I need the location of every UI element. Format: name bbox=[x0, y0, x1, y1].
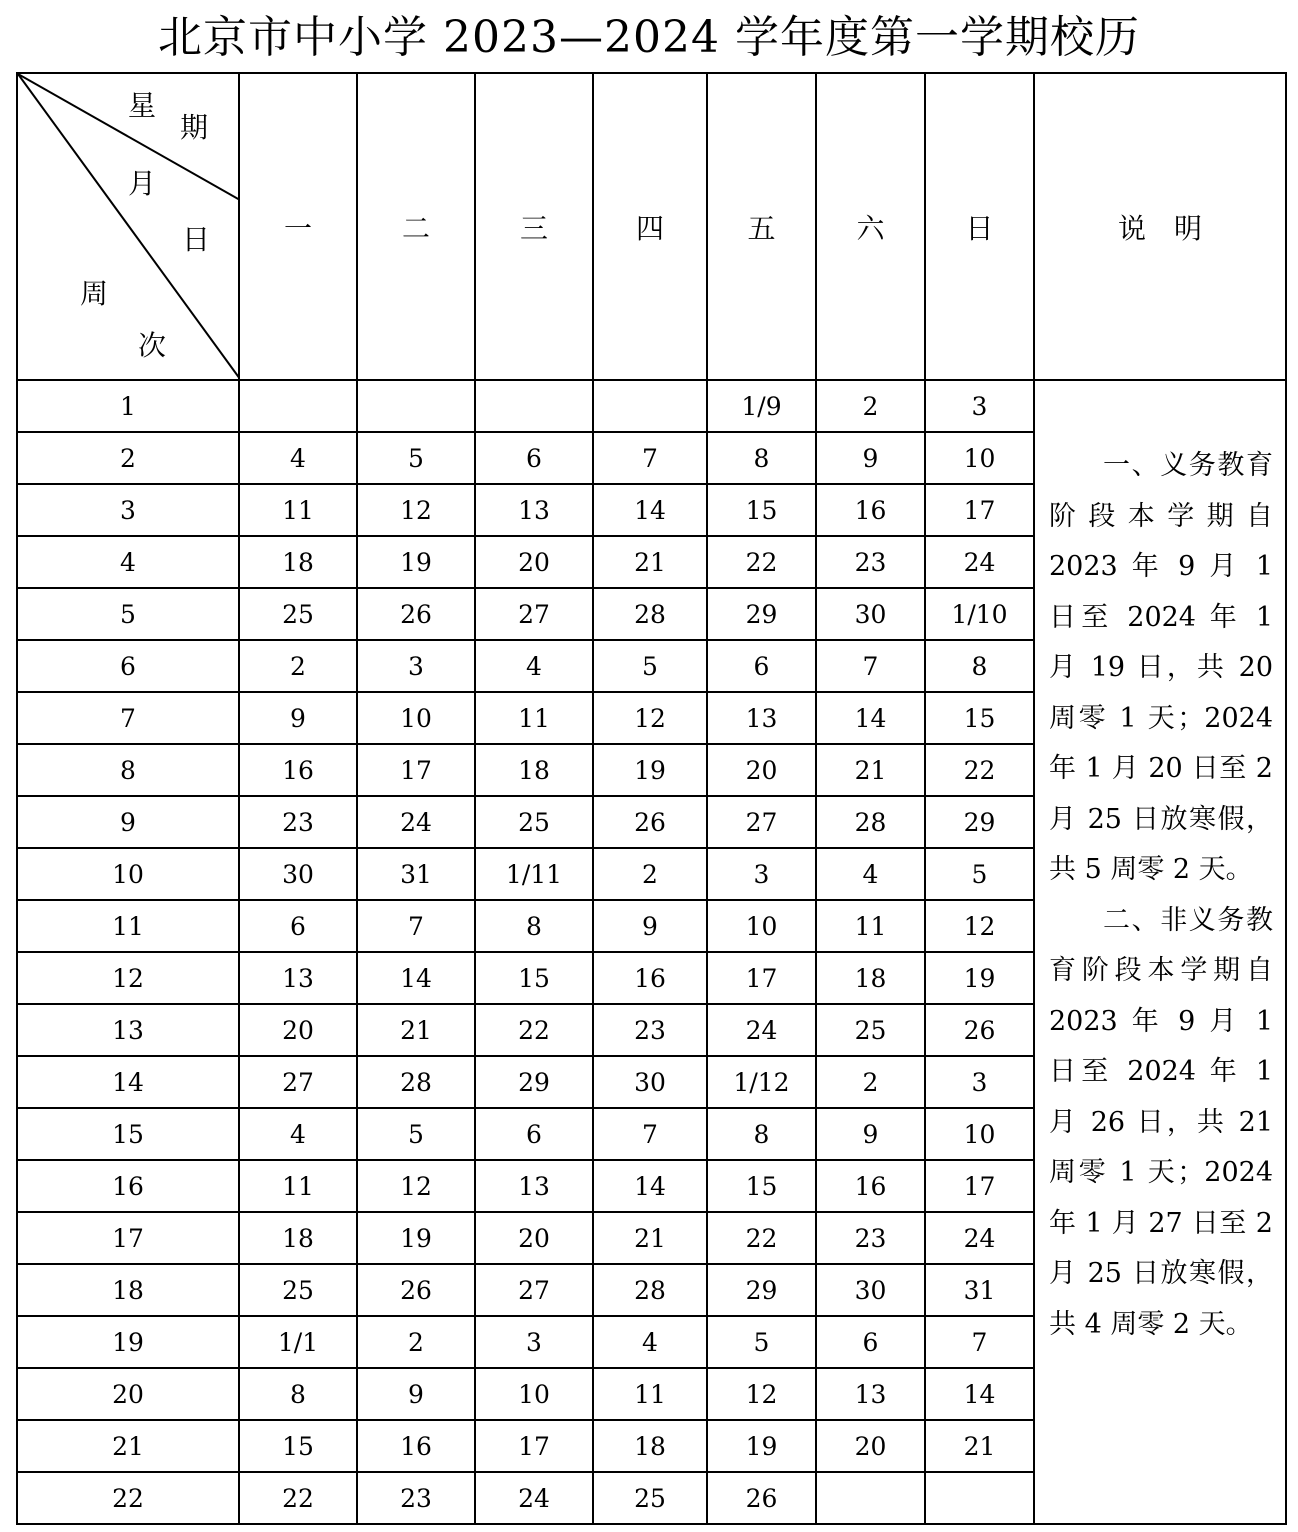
date-cell: 11 bbox=[816, 900, 925, 952]
week-number-cell: 21 bbox=[17, 1420, 239, 1472]
date-cell: 19 bbox=[593, 744, 707, 796]
date-cell: 11 bbox=[475, 692, 593, 744]
date-cell: 12 bbox=[593, 692, 707, 744]
date-cell: 27 bbox=[475, 588, 593, 640]
date-cell: 8 bbox=[239, 1368, 357, 1420]
date-cell: 9 bbox=[239, 692, 357, 744]
date-cell: 14 bbox=[357, 952, 475, 1004]
date-cell: 5 bbox=[357, 1108, 475, 1160]
weekday-header-fri: 五 bbox=[707, 73, 816, 380]
corner-header-cell bbox=[17, 73, 239, 380]
date-cell: 17 bbox=[475, 1420, 593, 1472]
week-number-cell: 8 bbox=[17, 744, 239, 796]
weekday-header-mon: 一 bbox=[239, 73, 357, 380]
date-cell bbox=[475, 380, 593, 432]
weekday-header-tue: 二 bbox=[357, 73, 475, 380]
date-cell: 17 bbox=[925, 1160, 1034, 1212]
date-cell: 19 bbox=[357, 1212, 475, 1264]
date-cell: 10 bbox=[707, 900, 816, 952]
date-cell: 9 bbox=[816, 1108, 925, 1160]
date-cell: 18 bbox=[239, 536, 357, 588]
date-cell: 20 bbox=[239, 1004, 357, 1056]
date-cell: 3 bbox=[925, 380, 1034, 432]
week-number-cell: 18 bbox=[17, 1264, 239, 1316]
date-cell: 24 bbox=[357, 796, 475, 848]
week-number-cell: 7 bbox=[17, 692, 239, 744]
date-cell: 23 bbox=[239, 796, 357, 848]
date-cell: 7 bbox=[593, 1108, 707, 1160]
week-number-cell: 17 bbox=[17, 1212, 239, 1264]
date-cell: 23 bbox=[816, 1212, 925, 1264]
date-cell: 29 bbox=[707, 588, 816, 640]
date-cell: 14 bbox=[925, 1368, 1034, 1420]
corner-label-zhou: 周 bbox=[80, 277, 109, 310]
date-cell: 1/12 bbox=[707, 1056, 816, 1108]
date-cell: 25 bbox=[239, 588, 357, 640]
date-cell: 12 bbox=[357, 484, 475, 536]
date-cell: 24 bbox=[925, 536, 1034, 588]
week-number-cell: 5 bbox=[17, 588, 239, 640]
date-cell: 2 bbox=[816, 1056, 925, 1108]
date-cell: 9 bbox=[357, 1368, 475, 1420]
date-cell: 4 bbox=[239, 1108, 357, 1160]
week-number-cell: 16 bbox=[17, 1160, 239, 1212]
date-cell: 1/9 bbox=[707, 380, 816, 432]
date-cell: 22 bbox=[239, 1472, 357, 1524]
date-cell: 29 bbox=[475, 1056, 593, 1108]
week-number-cell: 2 bbox=[17, 432, 239, 484]
date-cell: 22 bbox=[707, 536, 816, 588]
date-cell: 1/10 bbox=[925, 588, 1034, 640]
date-cell: 14 bbox=[593, 1160, 707, 1212]
date-cell: 12 bbox=[707, 1368, 816, 1420]
date-cell: 16 bbox=[816, 484, 925, 536]
date-cell: 16 bbox=[593, 952, 707, 1004]
corner-label-ri: 日 bbox=[182, 223, 211, 256]
date-cell: 13 bbox=[475, 1160, 593, 1212]
date-cell: 27 bbox=[707, 796, 816, 848]
week-number-cell: 22 bbox=[17, 1472, 239, 1524]
date-cell: 28 bbox=[357, 1056, 475, 1108]
date-cell: 5 bbox=[707, 1316, 816, 1368]
date-cell: 26 bbox=[357, 588, 475, 640]
date-cell: 4 bbox=[593, 1316, 707, 1368]
date-cell: 30 bbox=[239, 848, 357, 900]
date-cell: 20 bbox=[707, 744, 816, 796]
date-cell: 13 bbox=[707, 692, 816, 744]
week-number-cell: 14 bbox=[17, 1056, 239, 1108]
date-cell: 2 bbox=[357, 1316, 475, 1368]
date-cell: 21 bbox=[816, 744, 925, 796]
date-cell bbox=[593, 380, 707, 432]
date-cell: 12 bbox=[925, 900, 1034, 952]
date-cell: 8 bbox=[475, 900, 593, 952]
date-cell: 3 bbox=[475, 1316, 593, 1368]
date-cell: 20 bbox=[475, 1212, 593, 1264]
date-cell: 16 bbox=[239, 744, 357, 796]
date-cell: 29 bbox=[707, 1264, 816, 1316]
date-cell: 13 bbox=[239, 952, 357, 1004]
date-cell: 4 bbox=[475, 640, 593, 692]
date-cell: 14 bbox=[593, 484, 707, 536]
date-cell: 15 bbox=[925, 692, 1034, 744]
date-cell: 27 bbox=[239, 1056, 357, 1108]
week-number-cell: 13 bbox=[17, 1004, 239, 1056]
date-cell bbox=[357, 380, 475, 432]
date-cell: 11 bbox=[593, 1368, 707, 1420]
date-cell: 29 bbox=[925, 796, 1034, 848]
date-cell: 24 bbox=[707, 1004, 816, 1056]
date-cell: 18 bbox=[816, 952, 925, 1004]
date-cell bbox=[816, 1472, 925, 1524]
date-cell: 5 bbox=[357, 432, 475, 484]
date-cell: 14 bbox=[816, 692, 925, 744]
date-cell: 10 bbox=[925, 1108, 1034, 1160]
corner-label-ci: 次 bbox=[138, 329, 167, 362]
date-cell: 21 bbox=[357, 1004, 475, 1056]
date-cell: 15 bbox=[707, 484, 816, 536]
date-cell: 17 bbox=[707, 952, 816, 1004]
notes-header: 说 明 bbox=[1034, 73, 1286, 380]
date-cell: 6 bbox=[239, 900, 357, 952]
date-cell: 16 bbox=[357, 1420, 475, 1472]
date-cell: 5 bbox=[925, 848, 1034, 900]
date-cell: 8 bbox=[707, 1108, 816, 1160]
date-cell: 7 bbox=[593, 432, 707, 484]
date-cell: 6 bbox=[707, 640, 816, 692]
date-cell: 12 bbox=[357, 1160, 475, 1212]
date-cell: 17 bbox=[925, 484, 1034, 536]
date-cell: 20 bbox=[816, 1420, 925, 1472]
date-cell: 30 bbox=[593, 1056, 707, 1108]
corner-label-qi: 期 bbox=[180, 111, 209, 144]
date-cell: 11 bbox=[239, 1160, 357, 1212]
date-cell: 22 bbox=[475, 1004, 593, 1056]
date-cell: 9 bbox=[816, 432, 925, 484]
week-number-cell: 6 bbox=[17, 640, 239, 692]
weekday-header-sun: 日 bbox=[925, 73, 1034, 380]
note-paragraph: 二、非义务教育阶段本学期自 2023 年 9 月 1 日至 2024 年 1 月 26 日，共 21 周零 1 天；2024 年 1 月 27 日至 2 月 25 日放寒假，共 4 周零 2 天。 bbox=[1049, 904, 1273, 1340]
date-cell: 25 bbox=[475, 796, 593, 848]
date-cell: 1/1 bbox=[239, 1316, 357, 1368]
date-cell bbox=[925, 1472, 1034, 1524]
date-cell: 28 bbox=[816, 796, 925, 848]
date-cell: 25 bbox=[816, 1004, 925, 1056]
date-cell: 19 bbox=[357, 536, 475, 588]
date-cell: 8 bbox=[707, 432, 816, 484]
weekday-header-thu: 四 bbox=[593, 73, 707, 380]
week-number-cell: 9 bbox=[17, 796, 239, 848]
date-cell: 19 bbox=[707, 1420, 816, 1472]
date-cell: 18 bbox=[239, 1212, 357, 1264]
week-number-cell: 19 bbox=[17, 1316, 239, 1368]
date-cell: 13 bbox=[816, 1368, 925, 1420]
date-cell: 30 bbox=[816, 1264, 925, 1316]
date-cell: 2 bbox=[239, 640, 357, 692]
date-cell: 7 bbox=[925, 1316, 1034, 1368]
date-cell: 25 bbox=[239, 1264, 357, 1316]
date-cell: 15 bbox=[707, 1160, 816, 1212]
weekday-header-wed: 三 bbox=[475, 73, 593, 380]
date-cell: 1/11 bbox=[475, 848, 593, 900]
date-cell: 8 bbox=[925, 640, 1034, 692]
date-cell: 21 bbox=[593, 536, 707, 588]
date-cell bbox=[239, 380, 357, 432]
date-cell: 3 bbox=[707, 848, 816, 900]
date-cell: 31 bbox=[357, 848, 475, 900]
week-row bbox=[17, 380, 1286, 432]
date-cell: 22 bbox=[707, 1212, 816, 1264]
date-cell: 10 bbox=[925, 432, 1034, 484]
date-cell: 5 bbox=[593, 640, 707, 692]
week-number-cell: 1 bbox=[17, 380, 239, 432]
date-cell: 28 bbox=[593, 1264, 707, 1316]
page-title: 北京市中小学 2023—2024 学年度第一学期校历 bbox=[158, 12, 1140, 63]
date-cell: 22 bbox=[925, 744, 1034, 796]
date-cell: 24 bbox=[925, 1212, 1034, 1264]
date-cell: 7 bbox=[816, 640, 925, 692]
week-number-cell: 20 bbox=[17, 1368, 239, 1420]
corner-label-xing: 星 bbox=[128, 89, 157, 122]
date-cell: 23 bbox=[357, 1472, 475, 1524]
date-cell: 26 bbox=[593, 796, 707, 848]
date-cell: 23 bbox=[593, 1004, 707, 1056]
date-cell: 21 bbox=[593, 1212, 707, 1264]
date-cell: 7 bbox=[357, 900, 475, 952]
date-cell: 4 bbox=[239, 432, 357, 484]
date-cell: 26 bbox=[707, 1472, 816, 1524]
date-cell: 26 bbox=[925, 1004, 1034, 1056]
date-cell: 18 bbox=[593, 1420, 707, 1472]
week-number-cell: 3 bbox=[17, 484, 239, 536]
date-cell: 6 bbox=[816, 1316, 925, 1368]
date-cell: 26 bbox=[357, 1264, 475, 1316]
date-cell: 16 bbox=[816, 1160, 925, 1212]
header-row bbox=[17, 73, 1286, 380]
week-number-cell: 12 bbox=[17, 952, 239, 1004]
date-cell: 6 bbox=[475, 432, 593, 484]
date-cell: 11 bbox=[239, 484, 357, 536]
date-cell: 2 bbox=[593, 848, 707, 900]
date-cell: 13 bbox=[475, 484, 593, 536]
date-cell: 3 bbox=[357, 640, 475, 692]
date-cell: 19 bbox=[925, 952, 1034, 1004]
date-cell: 18 bbox=[475, 744, 593, 796]
date-cell: 10 bbox=[357, 692, 475, 744]
week-number-cell: 11 bbox=[17, 900, 239, 952]
date-cell: 30 bbox=[816, 588, 925, 640]
date-cell: 27 bbox=[475, 1264, 593, 1316]
corner-label-yue: 月 bbox=[128, 167, 157, 200]
date-cell: 31 bbox=[925, 1264, 1034, 1316]
notes-cell bbox=[1034, 380, 1286, 1524]
date-cell: 15 bbox=[239, 1420, 357, 1472]
date-cell: 23 bbox=[816, 536, 925, 588]
date-cell: 25 bbox=[593, 1472, 707, 1524]
note-paragraph: 一、义务教育阶段本学期自 2023 年 9 月 1 日至 2024 年 1 月 19 日，共 20 周零 1 天；2024 年 1 月 20 日至 2 月 25 日放寒假，共 5 周零 2 天。 bbox=[1049, 450, 1273, 885]
week-number-cell: 10 bbox=[17, 848, 239, 900]
date-cell: 9 bbox=[593, 900, 707, 952]
date-cell: 6 bbox=[475, 1108, 593, 1160]
date-cell: 4 bbox=[816, 848, 925, 900]
week-number-cell: 15 bbox=[17, 1108, 239, 1160]
date-cell: 21 bbox=[925, 1420, 1034, 1472]
date-cell: 15 bbox=[475, 952, 593, 1004]
school-calendar-table bbox=[16, 72, 1287, 1525]
date-cell: 28 bbox=[593, 588, 707, 640]
date-cell: 3 bbox=[925, 1056, 1034, 1108]
date-cell: 2 bbox=[816, 380, 925, 432]
weekday-header-sat: 六 bbox=[816, 73, 925, 380]
date-cell: 10 bbox=[475, 1368, 593, 1420]
date-cell: 24 bbox=[475, 1472, 593, 1524]
week-number-cell: 4 bbox=[17, 536, 239, 588]
date-cell: 17 bbox=[357, 744, 475, 796]
date-cell: 20 bbox=[475, 536, 593, 588]
